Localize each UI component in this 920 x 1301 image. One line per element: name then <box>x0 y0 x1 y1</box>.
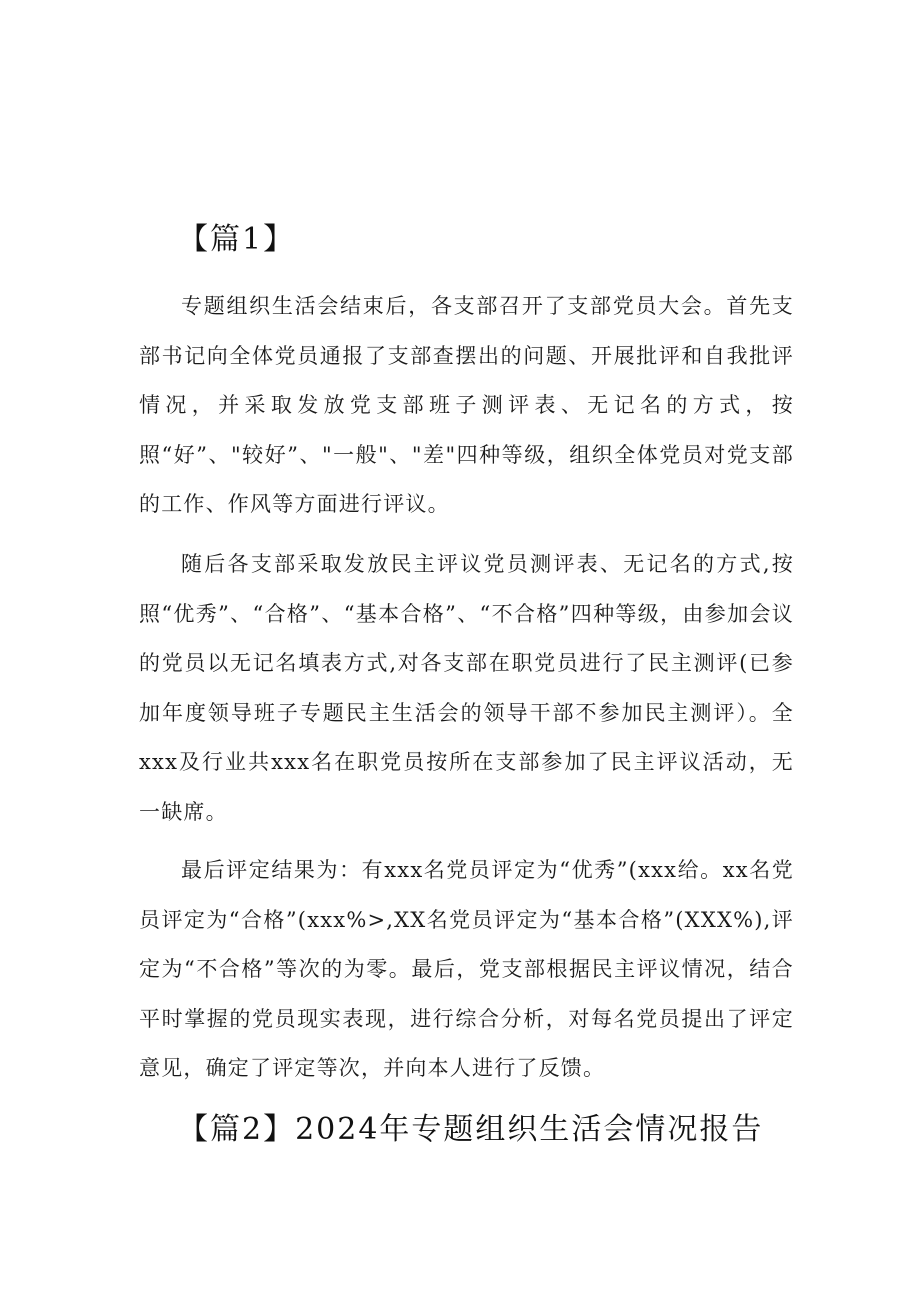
body-paragraph-3: 最后评定结果为：有xxx名党员评定为“优秀”(xxx给。xx名党员评定为“合格”(xxx%>,XX名党员评定为“基本合格”(XXX%),评定为“不合格”等次的为零。最后，党支部根据民主评议情况，结合平时掌握的党员现实表现，进行综合分析，对每名党员提出了评定意见，确定了评定等次，并向本人进行了反馈。 <box>139 858 794 1080</box>
body-paragraph-1: 专题组织生活会结束后，各支部召开了支部党员大会。首先支部书记向全体党员通报了支部查摆出的问题、开展批评和自我批评情况，并采取发放党支部班子测评表、无记名的方式，按照“好”、"较好”、"一般"、"差"四种等级，组织全体党员对党支部的工作、作风等方面进行评议。 <box>139 294 794 516</box>
section-heading-2: 【篇2】2024年专题组织生活会情况报告 <box>178 1112 764 1147</box>
body-paragraph-2: 随后各支部采取发放民主评议党员测评表、无记名的方式,按照“优秀”、“合格”、“基本合格”、“不合格”四种等级，由参加会议的党员以无记名填表方式,对各支部在职党员进行了民主测评(已参加年度领导班子专题民主生活会的领导干部不参加民主测评）。全xxx及行业共xxx名在职党员按所在支部参加了民主评议活动，无一缺席。 <box>139 552 794 824</box>
section-heading-1: 【篇1】 <box>178 222 296 257</box>
